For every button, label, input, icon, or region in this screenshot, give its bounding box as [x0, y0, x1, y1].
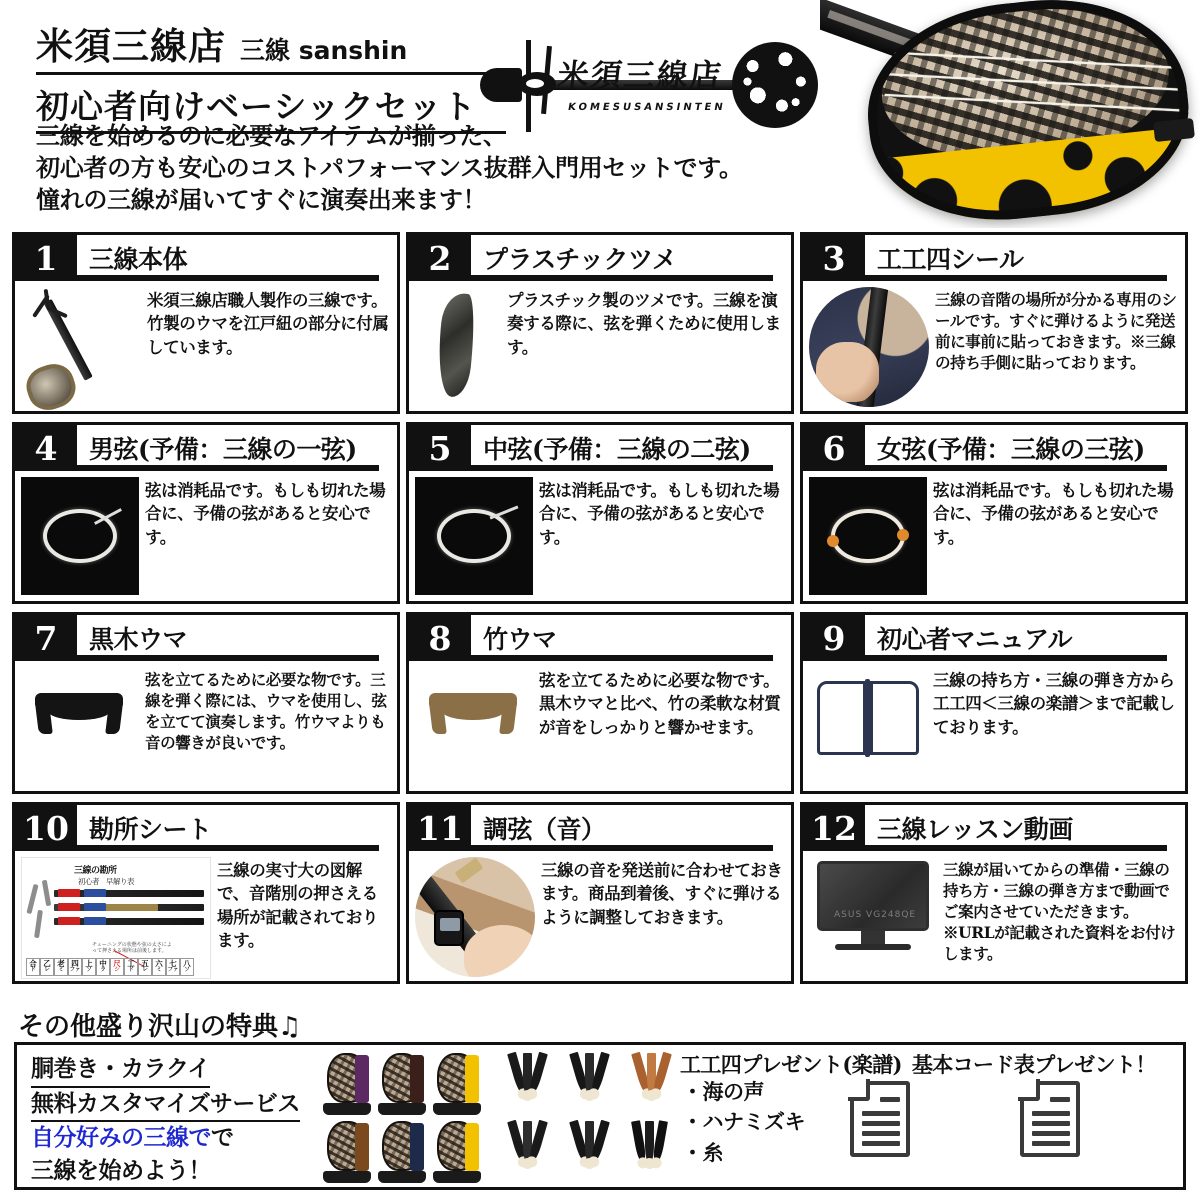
kunkunshi-char: 上	[85, 959, 93, 969]
card-description: 三線の音階の場所が分かる専用のシールです。すぐに弾けるように発送前に事前に貼っておきます。※三線の持ち手側に貼っております。	[935, 290, 1177, 373]
document-line	[862, 1141, 900, 1146]
card-number: 4	[15, 425, 77, 471]
solfege-char: レ	[142, 967, 148, 974]
item-card	[406, 422, 794, 604]
card-body	[409, 661, 791, 791]
bonus-box	[14, 1042, 1186, 1190]
variant-doumaki	[465, 1123, 479, 1171]
note-cell	[166, 958, 180, 976]
book-page-left	[817, 681, 866, 755]
document-line	[1032, 1121, 1070, 1126]
variant-doumaki	[465, 1055, 479, 1103]
lead-line-2: 初心者の方も安心のコストパフォーマンス抜群入門用セットです。	[36, 153, 743, 183]
bonus-right-column	[672, 1045, 1183, 1187]
document-icon	[1020, 1081, 1080, 1157]
note-cell	[96, 958, 110, 976]
card-underline	[865, 465, 1167, 471]
note-cell	[26, 958, 40, 976]
item-card	[406, 612, 794, 794]
card-underline	[77, 655, 379, 661]
card-underline	[865, 655, 1167, 661]
song-list	[682, 1077, 805, 1168]
solfege-char: ラ	[100, 967, 106, 974]
sanshin-variant	[376, 1119, 428, 1181]
item-card	[12, 422, 400, 604]
set-title: 初心者向けベーシックセット	[36, 81, 506, 134]
logo-knot-shape	[518, 72, 556, 96]
lead-paragraph	[36, 120, 756, 216]
open-book-icon	[809, 667, 927, 771]
item-card	[12, 802, 400, 984]
chart-subtitle: 初心者 早解り表	[78, 877, 134, 886]
item-card	[12, 232, 400, 414]
sticker-application-photo	[809, 287, 929, 407]
lead-line-1: 三線を始めるのに必要なアイテムが揃った、	[36, 121, 507, 150]
bonus-product-images	[317, 1045, 672, 1187]
card-title: 三線レッスン動画	[877, 815, 1073, 844]
kunkunshi-char: 六	[155, 959, 163, 969]
string-coil-icon	[21, 477, 139, 595]
document-line	[862, 1131, 900, 1136]
card-header	[803, 425, 1185, 471]
chart-title: 三線の勘所	[74, 866, 117, 876]
solfege-char: ファ	[167, 967, 179, 974]
card-number: 7	[15, 615, 77, 661]
solfege-char: ファ	[69, 967, 81, 974]
card-number: 8	[409, 615, 471, 661]
item-card	[12, 612, 400, 794]
card-number: 10	[15, 805, 77, 851]
solfege-char: ミ	[58, 967, 64, 974]
hero-sanshin-photo	[820, 0, 1200, 228]
card-underline	[77, 275, 379, 281]
card-underline	[471, 655, 773, 661]
variant-stand	[378, 1103, 426, 1115]
card-description: 米須三線店職人製作の三線です。竹製のウマを江戸紐の部分に付属しています。	[147, 291, 389, 357]
kunkunshi-char: 尺	[113, 959, 121, 969]
variant-doumaki	[355, 1123, 369, 1171]
sanshin-variant	[321, 1051, 373, 1113]
bridge-bamboo-icon	[415, 667, 533, 757]
card-header	[803, 235, 1185, 281]
card-body	[803, 661, 1185, 791]
song-item: ・糸	[682, 1139, 723, 1165]
card-number: 1	[15, 235, 77, 281]
card-title: 中弦(予備：三線の二弦)	[483, 435, 751, 464]
card-description: 三線の持ち方・三線の弾き方から工工四＜三線の楽譜＞まで記載しております。	[933, 671, 1175, 737]
title-line-primary	[36, 16, 506, 75]
kunkunshi-char: 四	[71, 959, 79, 969]
note-cell	[68, 958, 82, 976]
chart-note: チューニングの状態や弦の太さによって押さえる場所は前後します。	[92, 942, 172, 954]
document-line	[1032, 1111, 1070, 1116]
logo-kanji-text: 米須三線店	[555, 58, 725, 94]
clip-tuner-icon	[434, 910, 464, 946]
page-header	[0, 0, 1200, 228]
card-header	[15, 615, 397, 661]
document-line	[1050, 1097, 1070, 1102]
karakui-group	[503, 1053, 555, 1109]
note-cell	[40, 958, 54, 976]
note-cell	[180, 958, 194, 976]
card-underline	[471, 465, 773, 471]
card-title: 調弦（音）	[483, 815, 606, 844]
product-subtitle: 三線 sanshin	[240, 36, 408, 65]
card-header	[409, 235, 791, 281]
card-underline	[471, 845, 773, 851]
card-header	[15, 235, 397, 281]
card-title: 初心者マニュアル	[877, 625, 1073, 654]
bonus-left-column	[17, 1045, 317, 1187]
bonus-line-3-blue: 自分好みの三線で	[31, 1124, 211, 1152]
sanshin-variant-row	[321, 1119, 483, 1181]
kunkunshi-present-label: 工工四プレゼント(楽譜)	[680, 1052, 902, 1077]
note-cell	[138, 958, 152, 976]
card-description: 三線の音を発送前に合わせておきます。商品到着後、すぐに弾けるように調整しておきます。	[541, 861, 783, 927]
bonus-line-4: 三線を始めよう！	[31, 1156, 211, 1184]
sanshin-variant-row	[321, 1051, 483, 1113]
card-title: 勘所シート	[89, 815, 212, 844]
hero-tailpiece	[1153, 118, 1195, 142]
bridge-shape	[429, 693, 517, 733]
logo-body-shape	[732, 42, 818, 128]
chart-tag-red	[58, 917, 80, 925]
kunkunshi-char: 乙	[43, 959, 51, 969]
item-card	[406, 802, 794, 984]
card-underline	[865, 275, 1167, 281]
tuning-photo	[415, 857, 535, 977]
bridge-blackwood-icon	[21, 667, 139, 757]
card-body	[15, 471, 397, 601]
monitor-stand	[861, 931, 885, 945]
note-cell	[54, 958, 68, 976]
card-description: 三線が届いてからの準備・三線の持ち方・三線の弾き方まで動画でご案内させていただきます。※URLが記載された資料をお付けします。	[943, 860, 1176, 964]
karakui-group	[565, 1053, 617, 1109]
chart-tag-red	[58, 903, 80, 911]
bonus-section-title: その他盛り沢山の特典♫	[18, 1012, 302, 1042]
document-fold	[1018, 1079, 1040, 1101]
chart-peg	[34, 910, 43, 938]
document-line	[1032, 1141, 1070, 1146]
karakui-peg	[645, 1121, 654, 1163]
sanshin-variant	[431, 1119, 483, 1181]
chart-neck-diagram	[28, 888, 206, 940]
document-line	[1032, 1131, 1070, 1136]
card-body	[409, 281, 791, 411]
variant-stand	[323, 1103, 371, 1115]
karakui-peg	[652, 1120, 668, 1163]
card-underline	[77, 465, 379, 471]
variant-doumaki	[355, 1055, 369, 1103]
lead-line-3: 憧れの三線が届いてすぐに演奏出来ます！	[36, 185, 487, 215]
chart-peg	[42, 880, 51, 906]
bridge-arch	[49, 704, 109, 720]
card-title: プラスチックツメ	[483, 245, 677, 274]
sanshin-variant	[376, 1051, 428, 1113]
kunkunshi-char: 中	[99, 959, 107, 969]
karakui-group	[565, 1121, 617, 1177]
solfege-char: ソ	[184, 967, 190, 974]
kunkunshi-char: 五	[141, 959, 149, 969]
karakui-row	[503, 1053, 679, 1109]
variant-stand	[378, 1171, 426, 1183]
card-number: 5	[409, 425, 471, 471]
string-coil-icon	[809, 477, 927, 595]
book-shape	[817, 681, 919, 755]
card-body	[15, 281, 397, 411]
card-number: 9	[803, 615, 865, 661]
chart-highlight-bar	[98, 904, 158, 911]
card-description: 弦は消耗品です。もしも切れた場合に、予備の弦があると安心です。	[933, 481, 1174, 547]
variant-stand	[433, 1103, 481, 1115]
card-body	[15, 851, 397, 981]
bonus-present-headings	[680, 1049, 1183, 1079]
string-ring	[831, 509, 905, 563]
karakui-group	[503, 1121, 555, 1177]
card-number: 3	[803, 235, 865, 281]
header-titles	[36, 16, 506, 134]
sanshin-body	[21, 359, 80, 414]
solfege-char: ソ	[86, 967, 92, 974]
kunkunshi-char: 八	[183, 959, 191, 969]
card-header	[15, 805, 397, 851]
solfege-char: ド	[128, 967, 134, 974]
sanshin-instrument-icon	[21, 287, 141, 411]
song-item: ・ハナミズキ	[682, 1109, 805, 1135]
book-spine	[865, 679, 870, 757]
card-underline	[471, 275, 773, 281]
item-card	[406, 232, 794, 414]
item-card	[800, 422, 1188, 604]
card-number: 12	[803, 805, 865, 851]
document-icon	[850, 1081, 910, 1157]
note-cell	[110, 958, 124, 976]
logo-headstock-shape	[480, 68, 522, 102]
variant-stand	[433, 1171, 481, 1183]
card-description: プラスチック製のツメです。三線を演奏する際に、弦を弾くために使用します。	[507, 291, 781, 357]
bridge-arch	[443, 704, 503, 720]
sanshin-variant	[431, 1051, 483, 1113]
sanshin-variant	[321, 1119, 373, 1181]
shop-name: 米須三線店	[36, 24, 226, 68]
kunkunshi-char: 老	[57, 959, 65, 969]
chart-tag-blue	[84, 889, 106, 897]
note-cell	[124, 958, 138, 976]
kunkunshi-char: 七	[169, 959, 177, 969]
card-header	[409, 805, 791, 851]
card-header	[409, 615, 791, 661]
item-card	[800, 232, 1188, 414]
book-page-right	[870, 681, 919, 755]
solfege-char: シ	[114, 967, 120, 974]
item-card	[800, 612, 1188, 794]
card-number: 2	[409, 235, 471, 281]
chart-tag-blue	[84, 903, 106, 911]
kunkunshi-char: 合	[29, 959, 37, 969]
variant-doumaki	[410, 1123, 424, 1171]
bridge-shape	[35, 693, 123, 733]
card-description: 弦は消耗品です。もしも切れた場合に、予備の弦があると安心です。	[145, 481, 386, 547]
chart-note-table	[26, 958, 194, 976]
card-description: 弦は消耗品です。もしも切れた場合に、予備の弦があると安心です。	[539, 481, 780, 547]
card-title: 三線本体	[89, 245, 188, 274]
card-body	[15, 661, 397, 791]
card-description: 弦を立てるために必要な物です。三線を弾く際には、ウマを使用し、弦を立てて演奏します。竹ウマよりも音の響きが良いです。	[145, 670, 387, 753]
bonus-line-1: 胴巻き・カラクイ	[31, 1053, 210, 1088]
song-item: ・海の声	[682, 1079, 764, 1104]
card-number: 6	[803, 425, 865, 471]
card-description: 三線の実寸大の図解で、音階別の押さえる場所が記載されております。	[217, 861, 379, 951]
card-underline	[865, 845, 1167, 851]
chart-peg	[26, 884, 38, 914]
chart-tag-red	[58, 889, 80, 897]
kanjo-chart-image	[21, 857, 211, 979]
monitor-logo-text: ASUS VG248QE	[834, 910, 917, 920]
card-number: 11	[409, 805, 471, 851]
document-line	[880, 1097, 900, 1102]
item-card-grid	[12, 232, 1188, 984]
logo-romaji-text: KOMESUSANSINTEN	[567, 102, 727, 113]
solfege-char: レ	[44, 967, 50, 974]
kunkunshi-char: 工	[127, 959, 135, 969]
chart-tag-blue	[84, 917, 106, 925]
card-header	[409, 425, 791, 471]
variant-doumaki	[410, 1055, 424, 1103]
string-ring	[437, 509, 511, 563]
bonus-line-3: 自分好みの三線でで	[31, 1124, 234, 1152]
bonus-line-2: 無料カスタマイズサービス	[31, 1088, 300, 1123]
tuner-peg	[454, 858, 483, 884]
card-description: 弦を立てるために必要な物です。黒木ウマと比べ、竹の柔軟な材質が音をしっかりと響かせます。	[539, 671, 781, 737]
card-body	[803, 471, 1185, 601]
pick-shape	[434, 292, 479, 399]
shop-logo	[480, 28, 820, 132]
card-header	[803, 805, 1185, 851]
card-title: 男弦(予備：三線の一弦)	[89, 435, 357, 464]
string-coil-icon	[415, 477, 533, 595]
variant-stand	[323, 1171, 371, 1183]
card-title: 工工四シール	[877, 245, 1024, 274]
monitor-screen	[817, 861, 929, 931]
card-title: 竹ウマ	[483, 625, 557, 654]
lesson-monitor-icon	[809, 857, 937, 961]
chord-present-label: 基本コード表プレゼント！	[911, 1052, 1156, 1077]
item-card	[800, 802, 1188, 984]
document-fold	[848, 1079, 870, 1101]
card-body	[409, 471, 791, 601]
card-body	[409, 851, 791, 981]
card-body	[803, 281, 1185, 411]
card-body	[803, 851, 1185, 981]
solfege-char: ミ	[156, 967, 162, 974]
plastic-pick-icon	[415, 287, 501, 405]
note-cell	[82, 958, 96, 976]
solfege-char: ド	[30, 967, 36, 974]
note-cell	[152, 958, 166, 976]
document-line	[862, 1121, 900, 1126]
card-header	[15, 425, 397, 471]
document-line	[862, 1111, 900, 1116]
monitor-base	[835, 944, 911, 950]
card-underline	[77, 845, 379, 851]
card-title: 女弦(予備：三線の三弦)	[877, 435, 1145, 464]
card-title: 黒木ウマ	[89, 625, 188, 654]
karakui-row	[503, 1121, 679, 1177]
card-header	[803, 615, 1185, 661]
